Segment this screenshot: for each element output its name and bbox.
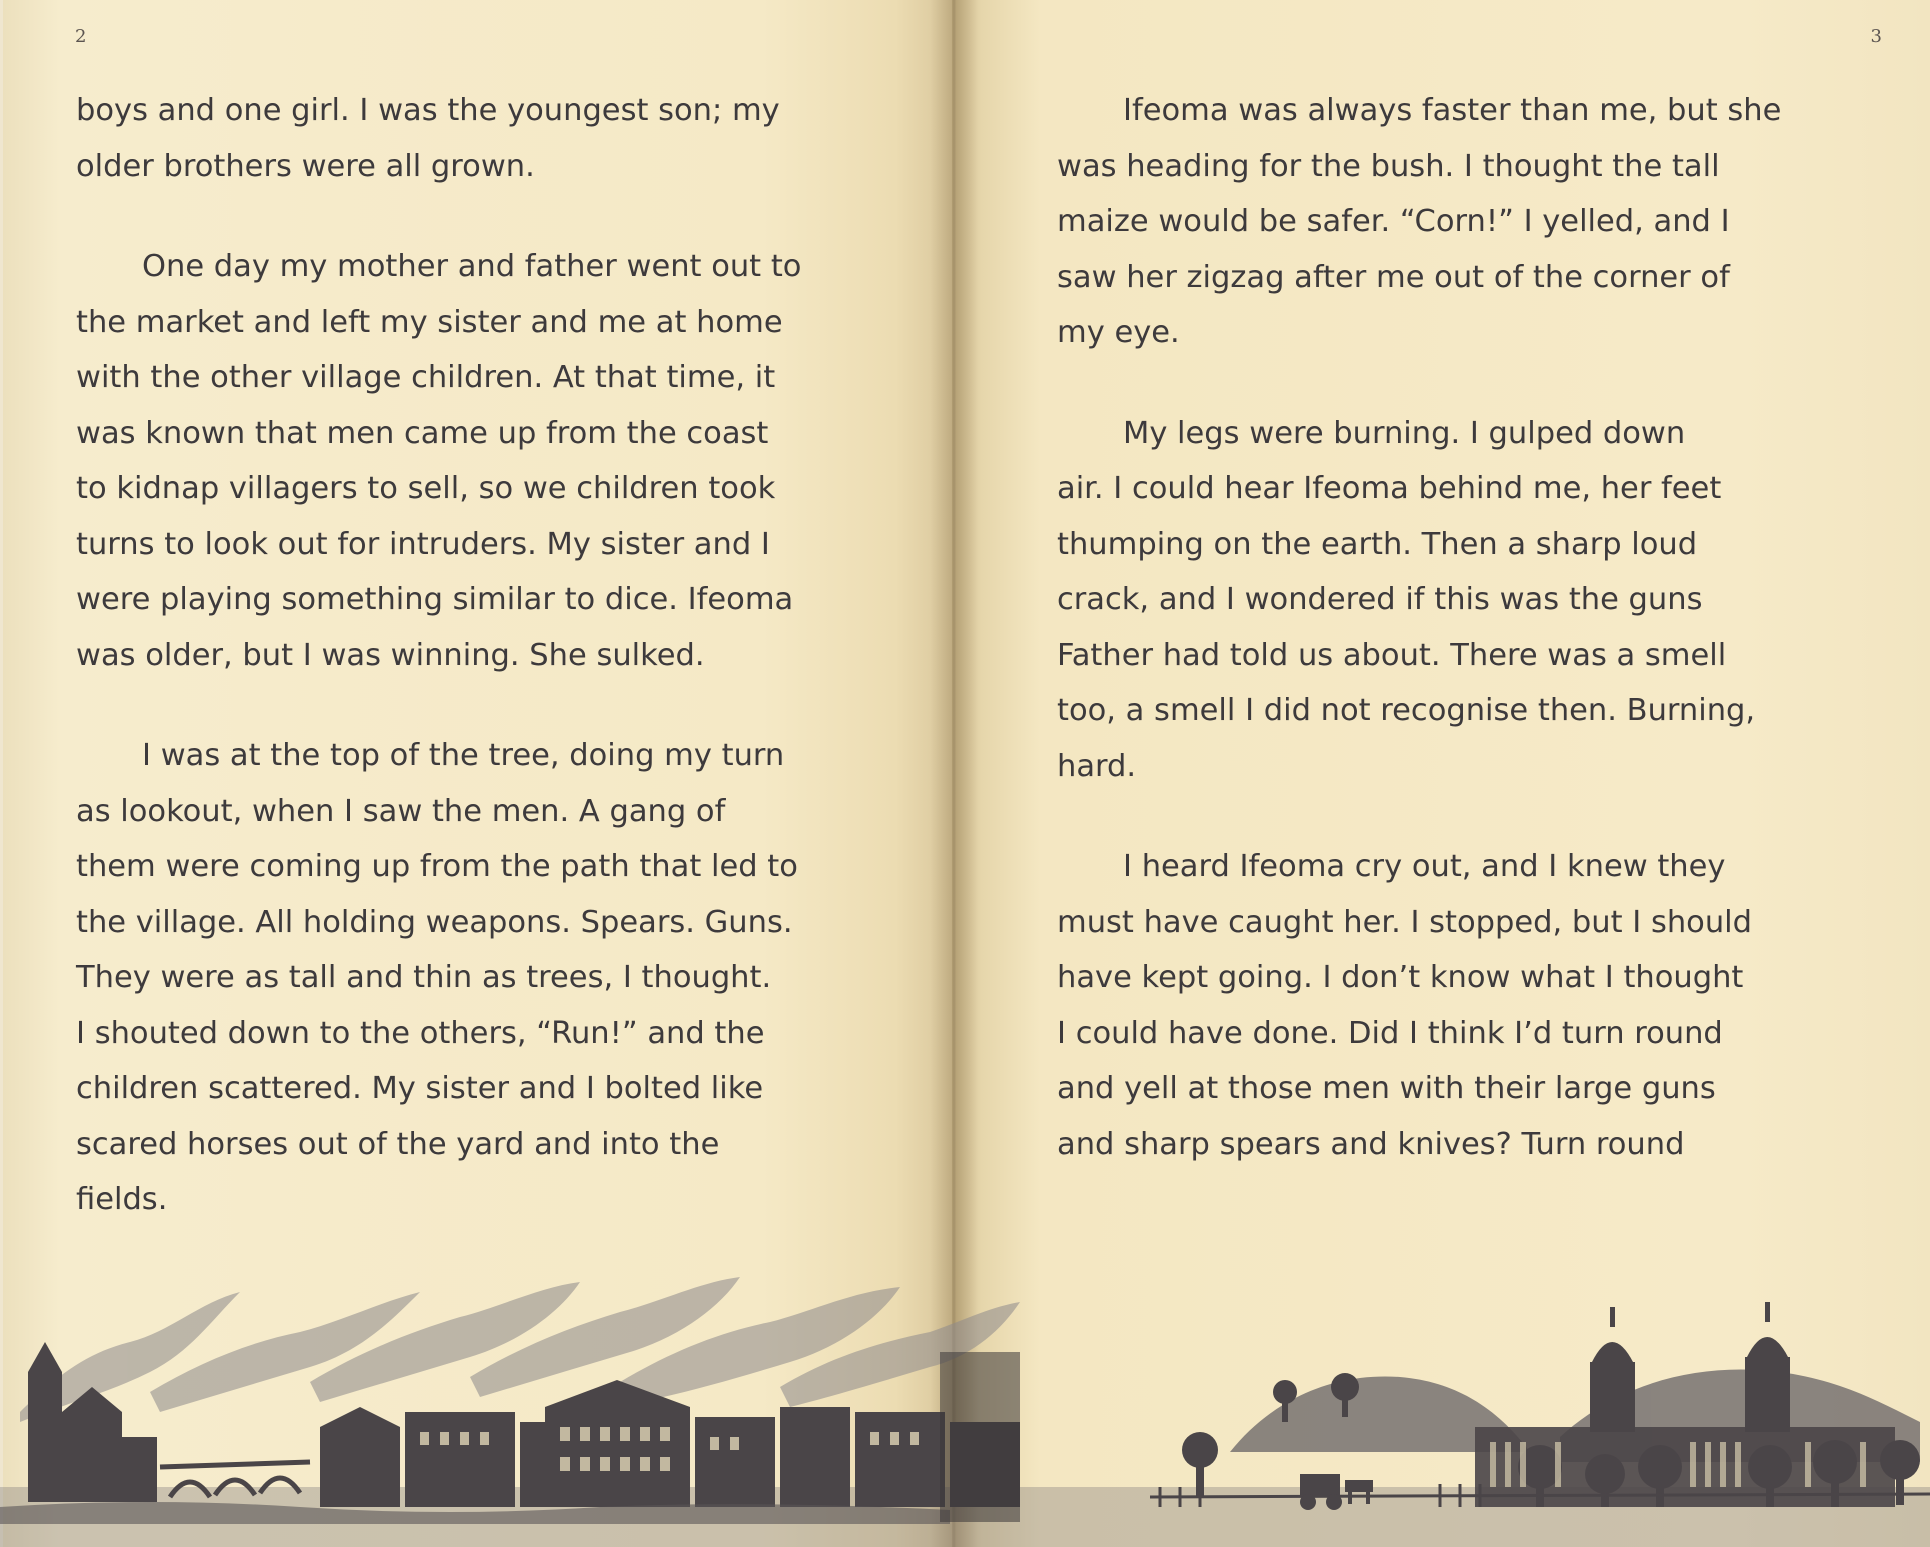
text-line: scared horses out of the yard and into the — [76, 1126, 720, 1162]
text-line: Ifeoma was always faster than me, but she — [1123, 93, 1782, 128]
text-line: the market and left my sister and me at home — [76, 304, 783, 340]
smoke-plumes — [20, 1277, 1020, 1422]
text-line: my eye. — [1057, 315, 1180, 350]
text-line: maize would be safer. “Corn!” I yelled, and I — [1057, 204, 1730, 239]
text-line: the village. All holding weapons. Spears. Guns. — [76, 904, 793, 940]
text-line: air. I could hear Ifeoma behind me, her feet — [1057, 471, 1722, 506]
text-line: have kept going. I don’t know what I thought — [1057, 960, 1744, 995]
text-line: was older, but I was winning. She sulked. — [76, 637, 705, 673]
text-line: They were as tall and thin as trees, I thought. — [76, 960, 772, 995]
text-line: with the other village children. At that time, it — [76, 360, 776, 395]
text-line: Father had told us about. There was a smell — [1057, 637, 1727, 673]
text-line: hard. — [1057, 748, 1137, 784]
text-line: was known that men came up from the coast — [76, 415, 769, 451]
right-page-text — [1057, 83, 1907, 1172]
text-line: older brothers were all grown. — [76, 148, 535, 184]
text-line: children scattered. My sister and I bolted like — [76, 1071, 764, 1106]
text-line: turns to look out for intruders. My sister and I — [76, 526, 770, 562]
text-line: were playing something similar to dice. Ifeoma — [76, 582, 794, 617]
text-line: them were coming up from the path that led to — [76, 849, 798, 884]
town-skyline-illustration — [0, 1262, 1930, 1547]
text-line: I heard Ifeoma cry out, and I knew they — [1123, 849, 1726, 884]
text-line: was heading for the bush. I thought the tall — [1057, 148, 1720, 184]
text-line: I was at the top of the tree, doing my turn — [142, 738, 785, 773]
text-line: fields. — [76, 1182, 168, 1217]
text-line: crack, and I wondered if this was the guns — [1057, 582, 1703, 617]
text-line: saw her zigzag after me out of the corner of — [1057, 259, 1730, 295]
text-line: I shouted down to the others, “Run!” and the — [76, 1015, 765, 1051]
page-number-left: 2 — [75, 26, 87, 47]
left-page-text — [76, 83, 906, 1228]
text-line: One day my mother and father went out to — [142, 249, 802, 284]
text-line: too, a smell I did not recognise then. Burning, — [1057, 693, 1756, 728]
text-line: boys and one girl. I was the youngest son; my — [76, 93, 780, 128]
text-line: and sharp spears and knives? Turn round — [1057, 1126, 1685, 1162]
text-line: as lookout, when I saw the men. A gang of — [76, 793, 726, 829]
text-line: My legs were burning. I gulped down — [1123, 415, 1686, 451]
text-line: thumping on the earth. Then a sharp loud — [1057, 526, 1698, 562]
text-line: to kidnap villagers to sell, so we children took — [76, 471, 776, 506]
text-line: and yell at those men with their large guns — [1057, 1071, 1716, 1106]
text-line: I could have done. Did I think I’d turn round — [1057, 1015, 1723, 1051]
page-number-right: 3 — [1870, 26, 1882, 47]
text-line: must have caught her. I stopped, but I should — [1057, 904, 1752, 940]
